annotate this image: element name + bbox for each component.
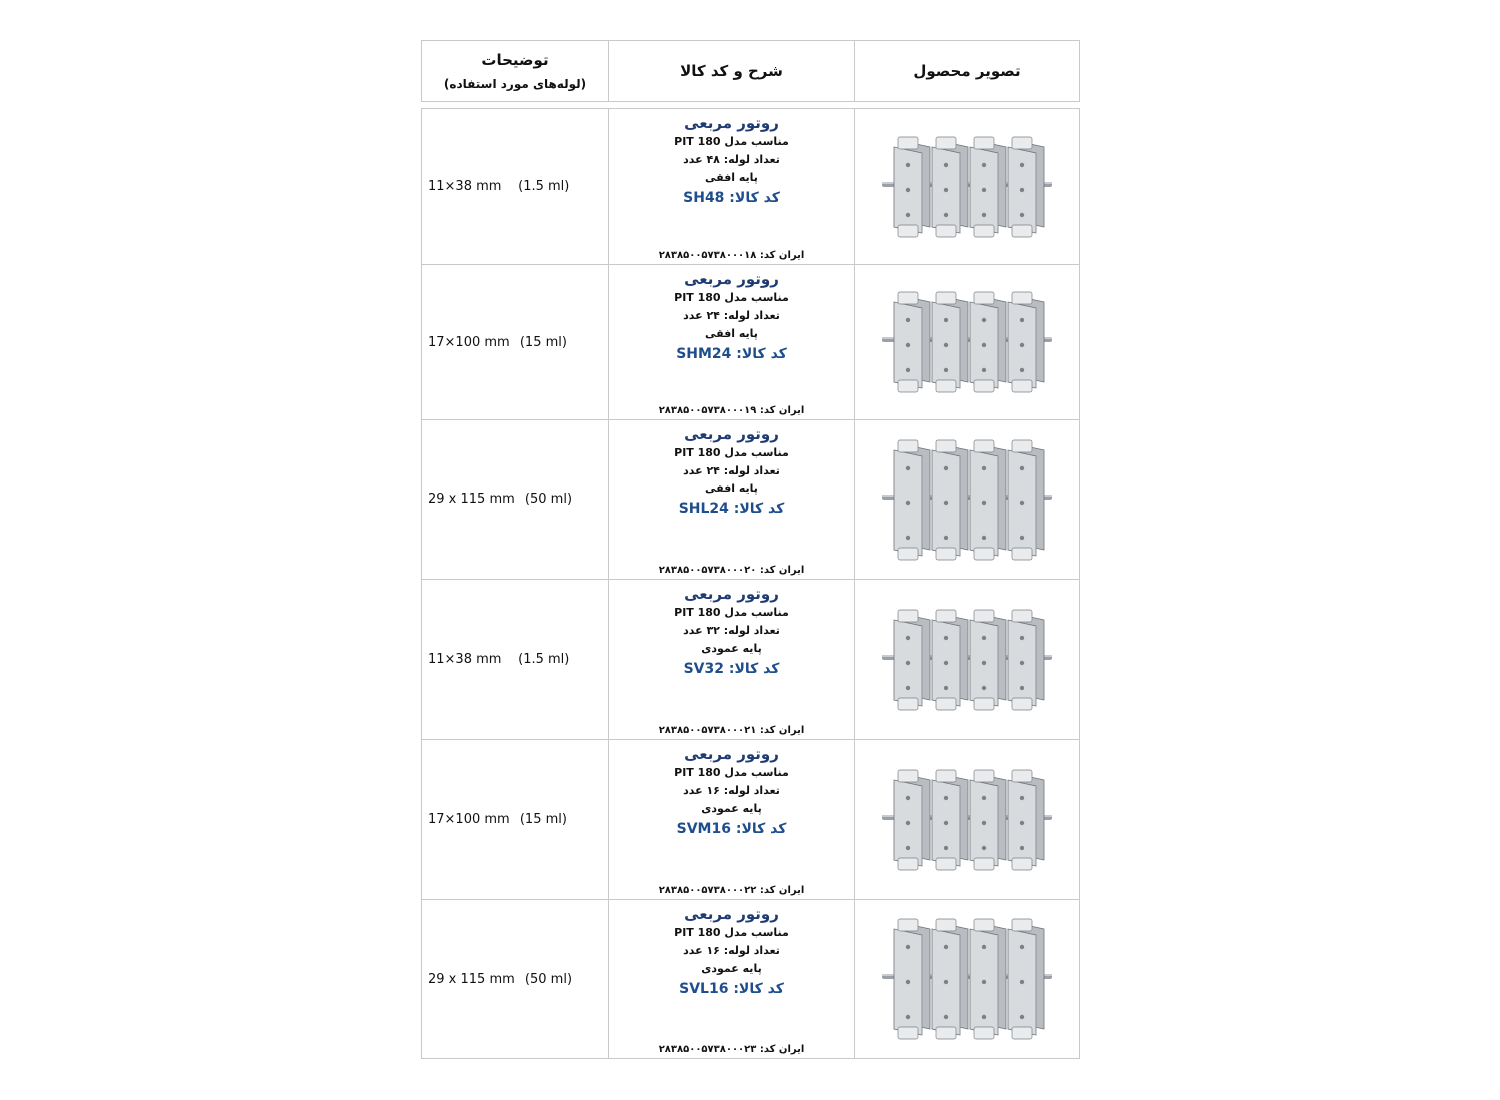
product-model: مناسب مدل PIT 180 [674,290,789,304]
tube-count: تعداد لوله: ۲۴ عدد [683,463,780,477]
header-image-title: تصویر محصول [913,62,1021,80]
product-row [422,740,1080,900]
rotor-image [872,122,1062,252]
tube-volume: (15 ml) [519,334,567,350]
product-title: روتور مربعی [684,904,779,923]
image-cell [855,420,1080,580]
product-row [422,900,1080,1059]
spec-cell [609,900,855,1059]
spec-cell [609,109,855,265]
spec-cell [609,740,855,900]
spec-cell [609,580,855,740]
rotor-image [872,595,1062,725]
description-cell [422,900,609,1059]
header-row [422,41,1080,102]
header-description-title: توضیحات [481,51,549,69]
product-model: مناسب مدل PIT 180 [674,765,789,779]
tube-count: تعداد لوله: ۱۶ عدد [683,783,780,797]
description-cell [422,420,609,580]
base-type: پایه عمودی [701,641,762,655]
base-type: پایه افقی [705,170,758,184]
description-cell [422,109,609,265]
tube-size: 11×38 mm [428,652,502,667]
rotor-image [872,277,1062,407]
description-cell [422,740,609,900]
spec-cell [609,265,855,420]
rotor-image [872,755,1062,885]
header-description-subtitle: (لوله‌های مورد استفاده) [443,77,587,91]
iran-code: ایران کد: ۲۸۳۸۵۰۰۵۷۳۸۰۰۰۱۸ [658,249,805,261]
header-table [421,40,1080,102]
product-row [422,420,1080,580]
tube-count: تعداد لوله: ۴۸ عدد [683,152,780,166]
product-code: کد کالا: SH48 [683,189,780,206]
rotor-image [872,914,1062,1044]
iran-code: ایران کد: ۲۸۳۸۵۰۰۵۷۳۸۰۰۰۱۹ [658,404,805,416]
product-row [422,580,1080,740]
tube-volume: (1.5 ml) [518,179,570,194]
image-cell [855,740,1080,900]
product-model: مناسب مدل PIT 180 [674,605,789,619]
iran-code: ایران کد: ۲۸۳۸۵۰۰۵۷۳۸۰۰۰۲۰ [658,564,805,576]
rotor-image [872,435,1062,565]
tube-size: 29 x 115 mm [428,971,515,987]
tube-volume: (50 ml) [524,492,573,507]
product-code: کد کالا: SHL24 [678,500,785,517]
iran-code: ایران کد: ۲۸۳۸۵۰۰۵۷۳۸۰۰۰۲۳ [658,1043,805,1055]
products-table [421,108,1080,1059]
header-image-cell [855,41,1080,102]
header-spec-title: شرح و کد کالا [680,62,783,80]
tube-size: 17×100 mm [428,812,510,827]
product-model: مناسب مدل PIT 180 [674,925,789,939]
product-model: مناسب مدل PIT 180 [674,445,789,459]
product-row [422,109,1080,265]
tube-count: تعداد لوله: ۲۴ عدد [683,308,780,322]
description-cell [422,580,609,740]
product-row [422,265,1080,420]
tube-size: 17×100 mm [428,334,510,350]
product-title: روتور مربعی [684,113,779,132]
header-description-cell [422,41,609,102]
product-code: کد کالا: SV32 [683,660,780,677]
product-title: روتور مربعی [684,744,779,763]
base-type: پایه افقی [705,326,758,340]
image-cell [855,580,1080,740]
product-title: روتور مربعی [684,584,779,603]
product-title: روتور مربعی [684,424,779,443]
product-code: کد کالا: SVM16 [676,820,787,837]
tube-count: تعداد لوله: ۱۶ عدد [683,943,780,957]
spec-cell [609,420,855,580]
tube-size: 11×38 mm [428,179,502,194]
image-cell [855,265,1080,420]
base-type: پایه افقی [705,481,758,495]
product-code: کد کالا: SHM24 [676,345,787,362]
tube-volume: (1.5 ml) [518,652,570,667]
iran-code: ایران کد: ۲۸۳۸۵۰۰۵۷۳۸۰۰۰۲۱ [658,724,805,736]
iran-code: ایران کد: ۲۸۳۸۵۰۰۵۷۳۸۰۰۰۲۲ [658,884,805,896]
header-spec-cell [609,41,855,102]
description-cell [422,265,609,420]
image-cell [855,109,1080,265]
base-type: پایه عمودی [701,801,762,815]
product-catalog-sheet [421,40,1079,1059]
product-title: روتور مربعی [684,269,779,288]
product-code: کد کالا: SVL16 [679,980,784,997]
tube-count: تعداد لوله: ۳۲ عدد [683,623,780,637]
product-model: مناسب مدل PIT 180 [674,134,789,148]
image-cell [855,900,1080,1059]
base-type: پایه عمودی [701,961,762,975]
tube-volume: (15 ml) [519,812,567,827]
tube-size: 29 x 115 mm [428,492,515,507]
tube-volume: (50 ml) [524,971,573,987]
